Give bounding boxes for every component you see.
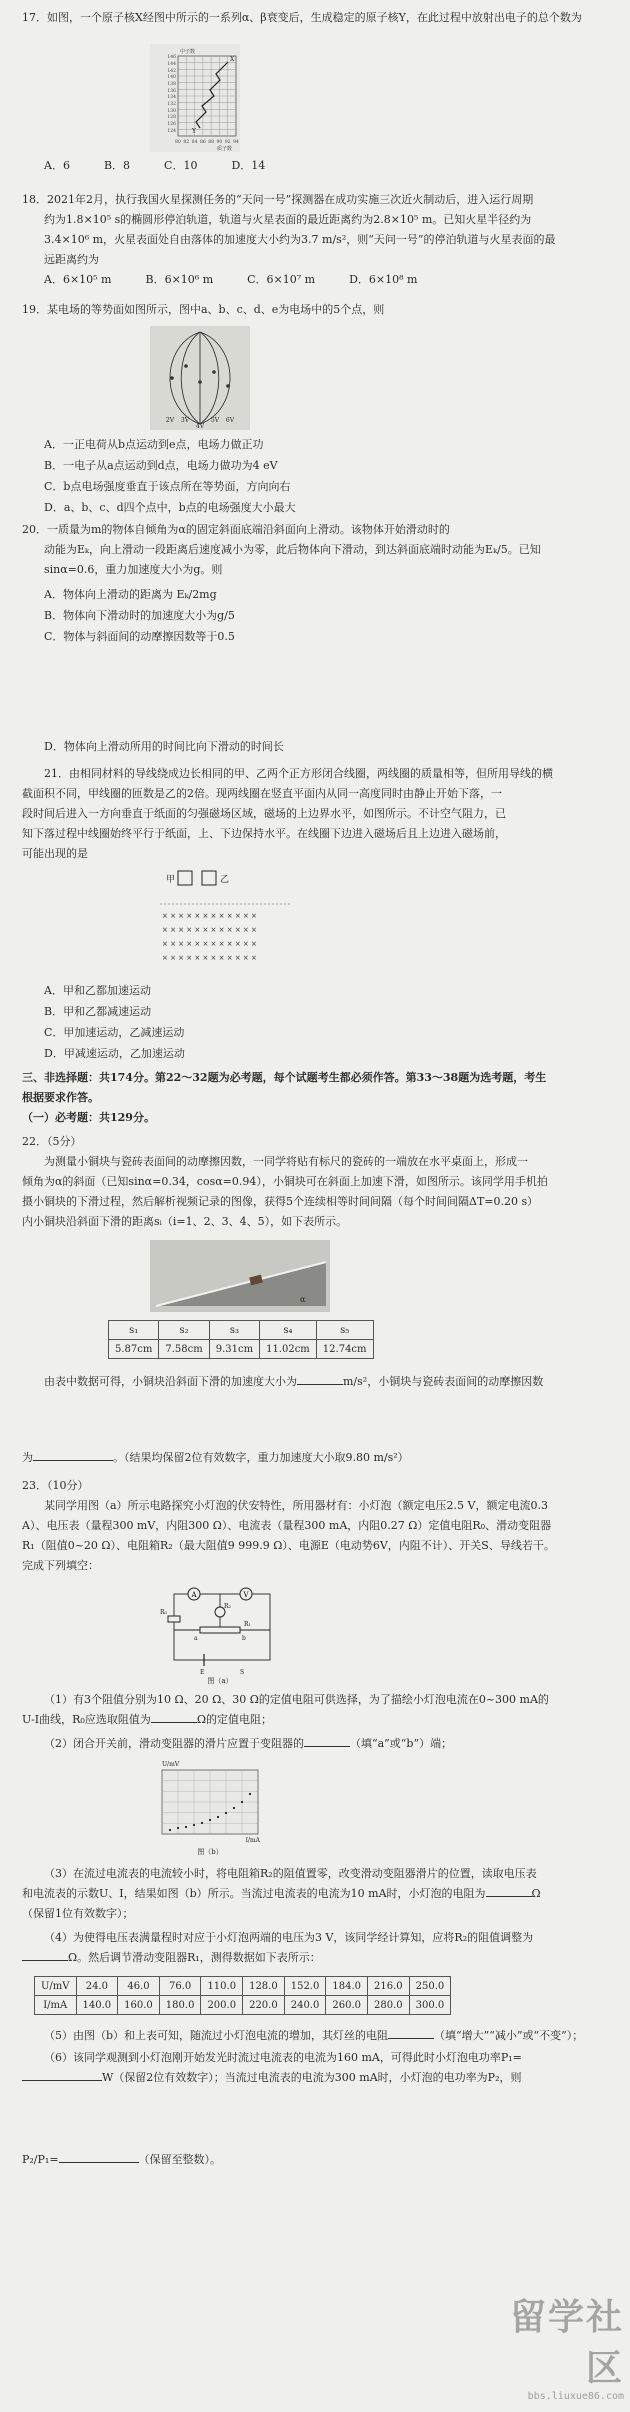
table-cell: 76.0 (159, 1977, 201, 1996)
q23-trend-blank[interactable] (388, 2026, 434, 2039)
q23-p6c-tail: （保留至整数）。 (138, 2153, 222, 2166)
table-row (35, 1996, 451, 2015)
q17-option-a[interactable]: A．6 (44, 159, 70, 172)
q23-head: 23．（10分） (22, 1479, 89, 1492)
q21-line: 段时间后进入一方向垂直于纸面的匀强磁场区域，磁场的上边界水平，如图所示。不计空气阻力，已 (22, 807, 506, 820)
q22-line: 倾角为α的斜面（已知sinα=0.34，cosα=0.94），小铜块可在斜面上加速下滑，如图所示。该同学用手机拍 (22, 1175, 548, 1188)
q23-p5-post: （填“增大”“减小”或“不变”）； (434, 2029, 584, 2042)
q17-stem: 17．如图，一个原子核X经图中所示的一系列α、β衰变后，生成稳定的原子核Y，在此过程中放射出电子的总个数为 (22, 11, 582, 24)
q17-xtick: 90 (216, 140, 223, 145)
q23-fig-b-xlabel: I/mA (245, 1837, 260, 1844)
q23-label: R₁ (244, 1621, 251, 1628)
q23-fig-b-ylabel: U/mV (162, 1761, 180, 1768)
q23-part-4 (22, 1928, 612, 1968)
q23-label: A (191, 1591, 197, 1599)
table-cell: 300.0 (409, 1996, 451, 2015)
q23-p6b-post: W（保留2位有效数字）；当流过电流表的电流为300 mA时，小灯泡的电功率为P₂，则 (102, 2071, 522, 2084)
q17-xtick: 84 (191, 140, 198, 145)
q23-fig-b-caption: 图（b） (197, 1848, 223, 1856)
q21-line: 知下落过程中线圈始终平行于纸面，上、下边保持水平。在线圈下边进入磁场后且上边进入磁场前， (22, 827, 506, 840)
table-cell: 7.58cm (159, 1340, 209, 1359)
question-22 (22, 1132, 612, 1232)
q23-p4a: （4）为使得电压表满量程时对应于小灯泡两端的电压为3 V，该同学经计算知，应将R₂的阻值调整为 (44, 1931, 534, 1944)
q23-line: A）、电压表（量程300 mV，内阻300 Ω）、电流表（量程300 mA，内阻0.27 Ω）定值电阻R₀、滑动变阻器 (22, 1519, 552, 1532)
q17-ytick: 130 (167, 109, 176, 114)
question-18 (22, 190, 612, 290)
q21-options (22, 980, 630, 1064)
q23-part-1 (22, 1690, 630, 1710)
q23-resistance-blank[interactable] (486, 1884, 532, 1897)
q23-part-3 (22, 1864, 612, 1924)
q21-coil-yi (202, 871, 216, 885)
section-3-line: 三、非选择题：共174分。第22～32题为必考题，每个试题考生都必须作答。第33～38题为选考题，考生 (22, 1071, 547, 1084)
q19-option-d[interactable]: D．a、b、c、d四个点中，b点的电场强度大小最大 (44, 501, 296, 514)
q19-label: 6V (225, 417, 235, 424)
q19-option-a[interactable]: A．一正电荷从b点运动到e点，电场力做正功 (44, 438, 264, 451)
q18-option-c[interactable]: C．6×10⁷ m (247, 273, 316, 286)
q20-option-b[interactable]: B．物体向下滑动时的加速度大小为g/5 (44, 609, 235, 622)
q17-ytick: 126 (167, 122, 176, 127)
q18-line: 3.4×10⁶ m，火星表面处自由落体的加速度大小约为3.7 m/s²，则“天问一号”的停泊轨道与火星表面的最 (44, 233, 556, 246)
q22-accel-blank[interactable] (297, 1372, 343, 1385)
table-cell: 200.0 (201, 1996, 243, 2015)
q23-p1a: （1）有3个阻值分别为10 Ω、20 Ω、30 Ω的定值电阻可供选择，为了描绘小灯泡电流在0~300 mA的 (44, 1693, 549, 1706)
q21-line: 可能出现的是 (22, 847, 88, 860)
table-cell: 9.31cm (209, 1340, 259, 1359)
q23-label: a (194, 1635, 198, 1642)
q17-option-c[interactable]: C．10 (164, 159, 198, 172)
q17-ytick: 140 (167, 75, 176, 80)
q18-option-a[interactable]: A．6×10⁵ m (44, 273, 112, 286)
q20-line: 动能为Eₖ，向上滑动一段距离后速度减小为零，此后物体向下滑动，到达斜面底端时动能为Eₖ/5。已知 (44, 543, 541, 556)
q22-friction-blank[interactable] (33, 1448, 113, 1461)
q17-xtick: 94 (233, 140, 239, 145)
table-cell: s₁ (109, 1321, 159, 1340)
q21-line: 截面积不同，甲线圈的匝数是乙的2倍。现两线圈在竖直平面内从同一高度同时由静止开始下落，一 (22, 787, 502, 800)
q20-line: 20．一质量为m的物体自倾角为α的固定斜面底端沿斜面向上滑动。该物体开始滑动时的 (22, 523, 450, 536)
q23-label: R₀ (160, 1609, 167, 1616)
q21-field-crosses (162, 912, 257, 962)
table-cell: 240.0 (284, 1996, 326, 2015)
q22-line: 为测量小铜块与瓷砖表面间的动摩擦因数，一同学将贴有标尺的瓷砖的一端放在水平桌面上，形成一 (44, 1155, 528, 1168)
table-cell: 24.0 (76, 1977, 118, 1996)
q21-option-d[interactable]: D．甲减速运动，乙加速运动 (44, 1047, 185, 1060)
table-cell: s₃ (209, 1321, 259, 1340)
watermark-title: 留学社区 (509, 2297, 624, 2389)
q23-p1b-post: Ω的定值电阻； (196, 1713, 272, 1726)
table-cell: 140.0 (76, 1996, 118, 2015)
q20-option-c[interactable]: C．物体与斜面间的动摩擦因数等于0.5 (44, 630, 235, 643)
table-cell: 152.0 (284, 1977, 326, 1996)
q23-p2-pre: （2）闭合开关前，滑动变阻器的滑片应置于变阻器的 (44, 1737, 304, 1750)
q22-wei: 为 (22, 1451, 33, 1464)
q18-line: 约为1.8×10⁵ s的椭圆形停泊轨道，轨道与火星表面的最近距离约为2.8×10⁵ m。已知火星半径约为 (44, 213, 532, 226)
q23-line: 完成下列填空： (22, 1559, 99, 1572)
q21-option-a[interactable]: A．甲和乙都加速运动 (44, 984, 151, 997)
section-3-sub: （一）必考题：共129分。 (22, 1111, 155, 1124)
q23-label: b (242, 1635, 246, 1642)
q17-xtick: 86 (200, 140, 206, 145)
table-cell: s₅ (316, 1321, 373, 1340)
table-cell: 180.0 (159, 1996, 201, 2015)
q19-options (22, 434, 630, 518)
q17-xtick: 80 (175, 140, 181, 145)
section-3-heading (22, 1068, 612, 1128)
q21-option-c[interactable]: C．甲加速运动，乙减速运动 (44, 1026, 185, 1039)
q18-line: 远距离约为 (44, 253, 99, 266)
q22-alpha-label: α (300, 1295, 306, 1304)
q17-ytick: 124 (167, 129, 176, 134)
q23-r0-blank[interactable] (151, 1710, 197, 1723)
table-row (109, 1340, 374, 1359)
q19-option-c[interactable]: C．b点电场强度垂直于该点所在等势面，方向向右 (44, 480, 291, 493)
q19-label: 4V (195, 423, 205, 430)
q17-xtick: 88 (208, 140, 214, 145)
q19-equipotential-figure (150, 326, 250, 430)
resistor-r0-icon (168, 1616, 180, 1622)
q23-fig-a-caption: 图（a） (207, 1677, 233, 1684)
q17-ytick: 134 (167, 95, 176, 100)
q22-data-table (108, 1320, 374, 1359)
table-row (35, 1977, 451, 1996)
q17-ytick: 132 (167, 102, 176, 107)
table-cell: 184.0 (326, 1977, 368, 1996)
q20-option-a[interactable]: A．物体向上滑动的距离为 Eₖ/2mg (44, 588, 217, 601)
watermark-logo (474, 2289, 624, 2402)
q18-option-d[interactable]: D．6×10⁸ m (349, 273, 418, 286)
q23-p6c-post: = (49, 2153, 59, 2166)
q20-line: sinα=0.6，重力加速度大小为g。则 (44, 563, 223, 576)
table-cell: 220.0 (243, 1996, 285, 2015)
q19-label: 5V (210, 417, 220, 424)
q17-label-y: Y (192, 128, 196, 135)
q22-wei-post: 。（结果均保留2位有效数字，重力加速度大小取9.80 m/s²） (113, 1451, 409, 1464)
q23-r2-blank[interactable] (22, 1948, 68, 1961)
q22-answer-line (22, 1372, 630, 1392)
q23-p5-pre: （5）由图（b）和上表可知，随流过小灯泡电流的增加，其灯丝的电阻 (44, 2029, 389, 2042)
table-cell: 12.74cm (316, 1340, 373, 1359)
q23-part-6c (22, 2150, 612, 2170)
q23-p3b-post: Ω (531, 1887, 541, 1900)
q17-ytick: 138 (167, 82, 176, 87)
q17-option-b[interactable]: B．8 (103, 159, 131, 172)
q20-option-d-wrap (22, 736, 630, 757)
q19-label: 3V (180, 417, 190, 424)
q23-part-2 (22, 1734, 630, 1754)
table-cell: 46.0 (118, 1977, 160, 1996)
svg-text:× × × × × × × × × × × ×: × × × × × × × × × × × × (162, 940, 257, 948)
q21-label-yi: 乙 (220, 875, 230, 885)
q17-ylabel: 中子数 (180, 49, 196, 55)
question-17 (22, 8, 612, 28)
table-cell: I/mA (35, 1996, 77, 2015)
q23-line: R₁（阻值0~20 Ω）、电阻箱R₂（最大阻值9 999.9 Ω）、电源E（电动势6V，内阻不计）、开关S、导线若干。 (22, 1539, 555, 1552)
q17-ytick: 136 (167, 89, 176, 94)
q21-coil-jia (178, 871, 192, 885)
table-cell: U/mV (35, 1977, 77, 1996)
q22-line: 内小铜块沿斜面下滑的距离sᵢ（i=1、2、3、4、5），如下表所示。 (22, 1215, 348, 1228)
q23-ui-graph-b (140, 1758, 270, 1858)
table-cell: 260.0 (326, 1996, 368, 2015)
q23-label: V (243, 1591, 249, 1599)
q17-label-x: X (230, 56, 235, 63)
q23-slider-blank[interactable] (304, 1734, 350, 1747)
q17-xtick: 82 (183, 140, 190, 145)
table-cell: 250.0 (409, 1977, 451, 1996)
q18-options (22, 270, 612, 290)
q22-after-pre: 由表中数据可得，小铜块沿斜面下滑的加速度大小为 (44, 1375, 297, 1388)
q18-line: 18．2021年2月，执行我国火星探测任务的“天问一号”探测器在成功实施三次近火制动后，进入运行周期 (22, 193, 534, 206)
q23-ratio-blank[interactable] (59, 2150, 139, 2163)
q23-p6c-frac: P₂/P₁ (22, 2153, 50, 2166)
table-row (109, 1321, 374, 1340)
q17-option-d[interactable]: D．14 (231, 159, 266, 172)
q17-ytick: 146 (167, 55, 176, 60)
q23-p6a: （6）该同学观测到小灯泡刚开始发光时流过电流表的电流为160 mA，可得此时小灯泡电功率P₁= (44, 2051, 522, 2064)
q17-options (44, 156, 630, 176)
q17-ytick: 128 (167, 115, 176, 120)
q23-label: S (240, 1669, 245, 1676)
q23-data-table (34, 1976, 451, 2015)
q23-label: R₂ (224, 1603, 231, 1610)
q22-head: 22．（5分） (22, 1135, 82, 1148)
q23-part-1b (22, 1710, 612, 1730)
table-cell: 11.02cm (260, 1340, 317, 1359)
table-cell: s₂ (159, 1321, 209, 1340)
table-cell: 280.0 (368, 1996, 410, 2015)
q19-label: 2V (165, 417, 175, 424)
q20-option-d[interactable]: D．物体向上滑动所用的时间比向下滑动的时间长 (44, 740, 284, 753)
q23-p1-blank[interactable] (22, 2068, 102, 2081)
q23-label: E (200, 1669, 205, 1676)
q21-option-b[interactable]: B．甲和乙都减速运动 (44, 1005, 152, 1018)
question-20 (22, 520, 612, 580)
q21-line: 21．由相同材料的导线绕成边长相同的甲、乙两个正方形闭合线圈，两线圈的质量相等，但所用导线的横 (44, 767, 553, 780)
q23-p3c: （保留1位有效数字）； (22, 1907, 134, 1920)
table-cell: s₄ (260, 1321, 317, 1340)
question-19 (22, 300, 612, 320)
q19-stem: 19．某电场的等势面如图所示，图中a、b、c、d、e为电场中的5个点，则 (22, 303, 385, 316)
rheostat-r1-icon (200, 1627, 240, 1633)
q23-p2-post: （填“a”或“b”）端； (350, 1737, 453, 1750)
q22-after-post: m/s²，小铜块与瓷砖表面间的动摩擦因数 (343, 1375, 544, 1388)
q17-ytick: 142 (167, 69, 176, 74)
svg-text:× × × × × × × × × × × ×: × × × × × × × × × × × × (162, 926, 257, 934)
table-cell: 5.87cm (109, 1340, 159, 1359)
q18-option-b[interactable]: B．6×10⁶ m (145, 273, 214, 286)
svg-text:× × × × × × × × × × × ×: × × × × × × × × × × × × (162, 912, 257, 920)
section-3-line: 根据要求作答。 (22, 1091, 99, 1104)
table-cell: 160.0 (118, 1996, 160, 2015)
q17-ytick: 144 (167, 62, 176, 67)
q23-p1b-pre: U-I曲线，R₀应选取阻值为 (22, 1713, 151, 1726)
q23-line: 某同学用图（a）所示电路探究小灯泡的伏安特性，所用器材有：小灯泡（额定电压2.5 V，额定电流0.3 (44, 1499, 548, 1512)
svg-text:× × × × × × × × × × × ×: × × × × × × × × × × × × (162, 954, 257, 962)
q17-xlabel: 质子数 (216, 146, 232, 152)
q23-p3b: 和电流表的示数U、I，结果如图（b）所示。当流过电流表的电流为10 mA时，小灯泡的电阻为 (22, 1887, 486, 1900)
q17-decay-chart (150, 44, 240, 152)
q22-incline-photo (150, 1240, 330, 1312)
q21-label-jia: 甲 (166, 875, 176, 885)
q23-p3a: （3）在流过电流表的电流较小时，将电阻箱R₂的阻值置零，改变滑动变阻器滑片的位置，读取电压表 (44, 1867, 537, 1880)
table-cell: 216.0 (368, 1977, 410, 1996)
q20-options (22, 584, 630, 647)
question-23 (22, 1476, 612, 1576)
q19-option-b[interactable]: B．一电子从a点运动到d点，电场力做功为4 eV (44, 459, 278, 472)
q21-magnetic-field-figure (150, 870, 300, 974)
table-cell: 110.0 (201, 1977, 243, 1996)
q22-answer-line-2 (22, 1448, 612, 1468)
q23-circuit-figure-a (160, 1584, 280, 1684)
watermark-url: bbs.liuxue86.com (527, 2391, 624, 2402)
q22-line: 摄小铜块的下滑过程，然后解析视频记录的图像，获得5个连续相等时间间隔（每个时间间隔ΔT=0.20 s） (22, 1195, 539, 1208)
q23-part-6 (22, 2048, 612, 2088)
question-21 (22, 764, 612, 864)
q23-p4b-post: Ω。然后调节滑动变阻器R₁，测得数据如下表所示： (68, 1951, 321, 1964)
q17-xtick: 92 (224, 140, 231, 145)
table-cell: 128.0 (243, 1977, 285, 1996)
q23-part-5 (22, 2026, 630, 2046)
